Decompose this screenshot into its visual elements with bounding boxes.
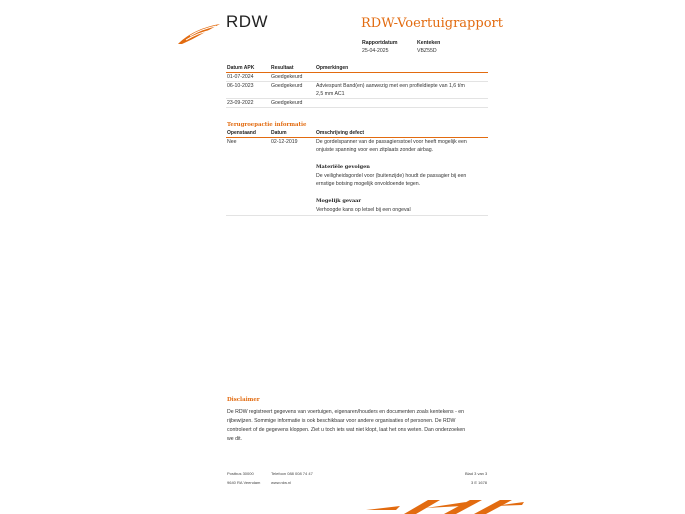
disclaimer-line-2: rijbewijzen. Sommige informatie is ook beschikbaar voor andere organisaties of personen. De RDW — [227, 418, 456, 424]
report-date-value: 25-04-2025 — [362, 48, 389, 54]
rdw-logo-icon — [176, 22, 222, 46]
footer-website[interactable]: www.rdw.nl — [271, 480, 292, 485]
consequences-line-2: ernstige botsing mogelijk onvoldoende tegen. — [316, 181, 421, 187]
logo-text: RDW — [226, 12, 269, 31]
apk-row-1-result: Goedgekeurd — [271, 74, 303, 80]
apk-header-result: Resultaat — [271, 65, 294, 71]
disclaimer-line-4: we dit. — [227, 436, 242, 442]
disclaimer-line-1: De RDW registreert gegevens van voertuigen, eigenaren/houders en documenten zoals kentekens - en — [227, 409, 465, 415]
footer-page-number: Blad 3 van 3 — [465, 471, 488, 476]
footer-address-line-1: Postbus 30000 — [227, 471, 254, 476]
document-title: RDW-Voertuigrapport — [361, 16, 503, 31]
recall-section-title: Terugroepactie informatie — [227, 122, 307, 128]
apk-row-3-date: 23-09-2022 — [227, 100, 254, 106]
danger-line-1: Verhoogde kans op letsel bij een ongeval — [316, 207, 411, 213]
recall-end-rule — [226, 215, 488, 216]
apk-row-divider — [226, 107, 488, 108]
recall-open-value: Nee — [227, 139, 237, 145]
apk-row-1-date: 01-07-2024 — [227, 74, 254, 80]
apk-header-remarks: Opmerkingen — [316, 65, 349, 71]
footer-address-line-2: 9640 RA Veendam — [227, 480, 261, 485]
footer-phone: Telefoon 088 008 74 47 — [271, 471, 313, 476]
recall-date-value: 02-12-2019 — [271, 139, 298, 145]
plate-value: VBZ55D — [417, 48, 437, 54]
footer-code: 3 E 1678 — [471, 480, 488, 485]
apk-header-rule — [226, 72, 488, 73]
report-date-label: Rapportdatum — [362, 40, 398, 46]
recall-header-date: Datum — [271, 130, 287, 136]
apk-row-2-remark-line-1: Adviespunt Band(en) aanwezig met een profieldiepte van 1,6 t/m — [316, 83, 465, 89]
danger-label: Mogelijk gevaar — [316, 198, 362, 204]
disclaimer-title: Disclaimer — [227, 397, 260, 403]
consequences-line-1: De veiligheidsgordel voor (buitenzijde) houdt de passagier bij een — [316, 173, 467, 179]
recall-header-open: Openstaand — [227, 130, 256, 136]
recall-defect-line-2: onjuiste spanning voor een zitplaats zonder airbag. — [316, 147, 434, 153]
apk-row-2-remark-line-2: 2,5 mm AC1 — [316, 91, 345, 97]
decorative-stripes-icon — [366, 496, 530, 514]
apk-row-2-date: 06-10-2023 — [227, 83, 254, 89]
consequences-label: Materiële gevolgen — [316, 164, 370, 170]
disclaimer-line-3: controleert of de gegevens kloppen. Ziet u toch iets wat niet klopt, laat het ons weten. Dan onderzoeken — [227, 427, 466, 433]
recall-defect-line-1: De gordelspanner van de passagiersstoel voor heeft mogelijk een — [316, 139, 467, 145]
recall-header-defect: Omschrijving defect — [316, 130, 365, 136]
apk-row-3-result: Goedgekeurd — [271, 100, 303, 106]
apk-row-2-result: Goedgekeurd — [271, 83, 303, 89]
apk-row-divider — [226, 98, 488, 99]
plate-label: Kenteken — [417, 40, 441, 46]
apk-header-date: Datum APK — [227, 65, 255, 71]
